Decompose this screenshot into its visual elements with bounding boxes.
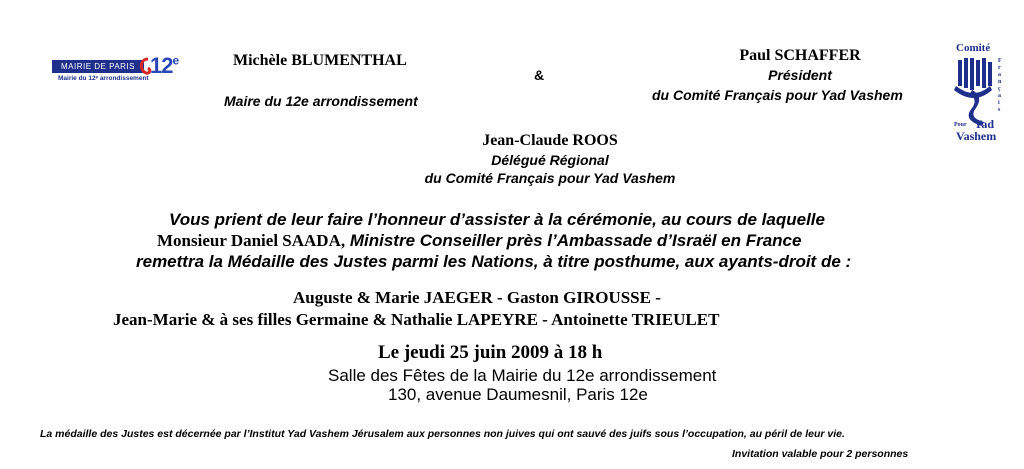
comite-vertical-letter: a — [998, 72, 1001, 78]
comite-vertical-letter: ç — [998, 86, 1001, 92]
comite-pour: Pour — [954, 122, 967, 128]
mairie-subtitle: Mairie du 12ᵉ arrondissement — [58, 75, 149, 82]
honorees-line-1: Auguste & Marie JAEGER - Gaston GIROUSSE - — [293, 288, 661, 307]
presenter-name: Monsieur Daniel SAADA, — [157, 231, 346, 250]
presenter-title: Ministre Conseiller près l’Ambassade d’Israël en France — [345, 231, 802, 250]
event-date: Le jeudi 25 juin 2009 à 18 h — [378, 342, 603, 363]
comite-vertical-letter: a — [998, 93, 1001, 99]
ampersand: & — [534, 67, 545, 83]
medal-note: La médaille des Justes est décernée par l’Institut Yad Vashem Jérusalem aux personnes non juives qui ont sauvé des juifs sous l’occupation, au péril de leur vie. — [40, 428, 845, 440]
comite-vashem: Vashem — [956, 129, 997, 142]
comite-yad-vashem-logo — [950, 42, 1012, 142]
invitation-line-1: Vous prient de leur faire l’honneur d’assister à la cérémonie, au cours de laquelle — [169, 210, 825, 229]
mairie-logo-box: MAIRIE DE PARIS — [52, 60, 144, 73]
mayor-name: Michèle BLUMENTHAL — [233, 52, 407, 69]
event-address: 130, avenue Daumesnil, Paris 12e — [388, 385, 648, 404]
comite-vertical-letter: i — [998, 100, 1000, 106]
mayor-role: Maire du 12e arrondissement — [224, 93, 418, 109]
comite-title: Comité — [956, 42, 991, 54]
president-organization: du Comité Français pour Yad Vashem — [652, 87, 903, 103]
comite-vertical-letter: F — [998, 58, 1002, 64]
comite-yad: Yad — [974, 117, 995, 131]
invitation-line-3: remettra la Médaille des Justes parmi les Nations, à titre posthume, aux ayants-droit de : — [136, 252, 852, 271]
president-title: Président — [768, 67, 832, 83]
invitation-line-2 — [157, 231, 801, 251]
comite-vertical-letter: r — [998, 65, 1001, 71]
mairie-number: 12 — [150, 53, 173, 78]
arrondissement-number — [150, 53, 178, 79]
delegate-name: Jean-Claude ROOS — [482, 132, 618, 149]
delegate-organization: du Comité Français pour Yad Vashem — [424, 170, 676, 186]
event-venue: Salle des Fêtes de la Mairie du 12e arrondissement — [328, 366, 717, 385]
comite-vertical-letter: n — [998, 79, 1002, 85]
delegate-title: Délégué Régional — [491, 152, 609, 168]
mairie-superscript: e — [172, 53, 179, 68]
honorees-line-2: Jean-Marie & à ses filles Germaine & Nathalie LAPEYRE - Antoinette TRIEULET — [113, 310, 720, 329]
invitation-validity: Invitation valable pour 2 personnes — [732, 448, 909, 460]
mairie-de-paris-logo — [52, 53, 192, 86]
menorah-icon — [950, 56, 1012, 142]
comite-vertical-letter: s — [998, 107, 1001, 113]
president-name: Paul SCHAFFER — [739, 47, 861, 64]
